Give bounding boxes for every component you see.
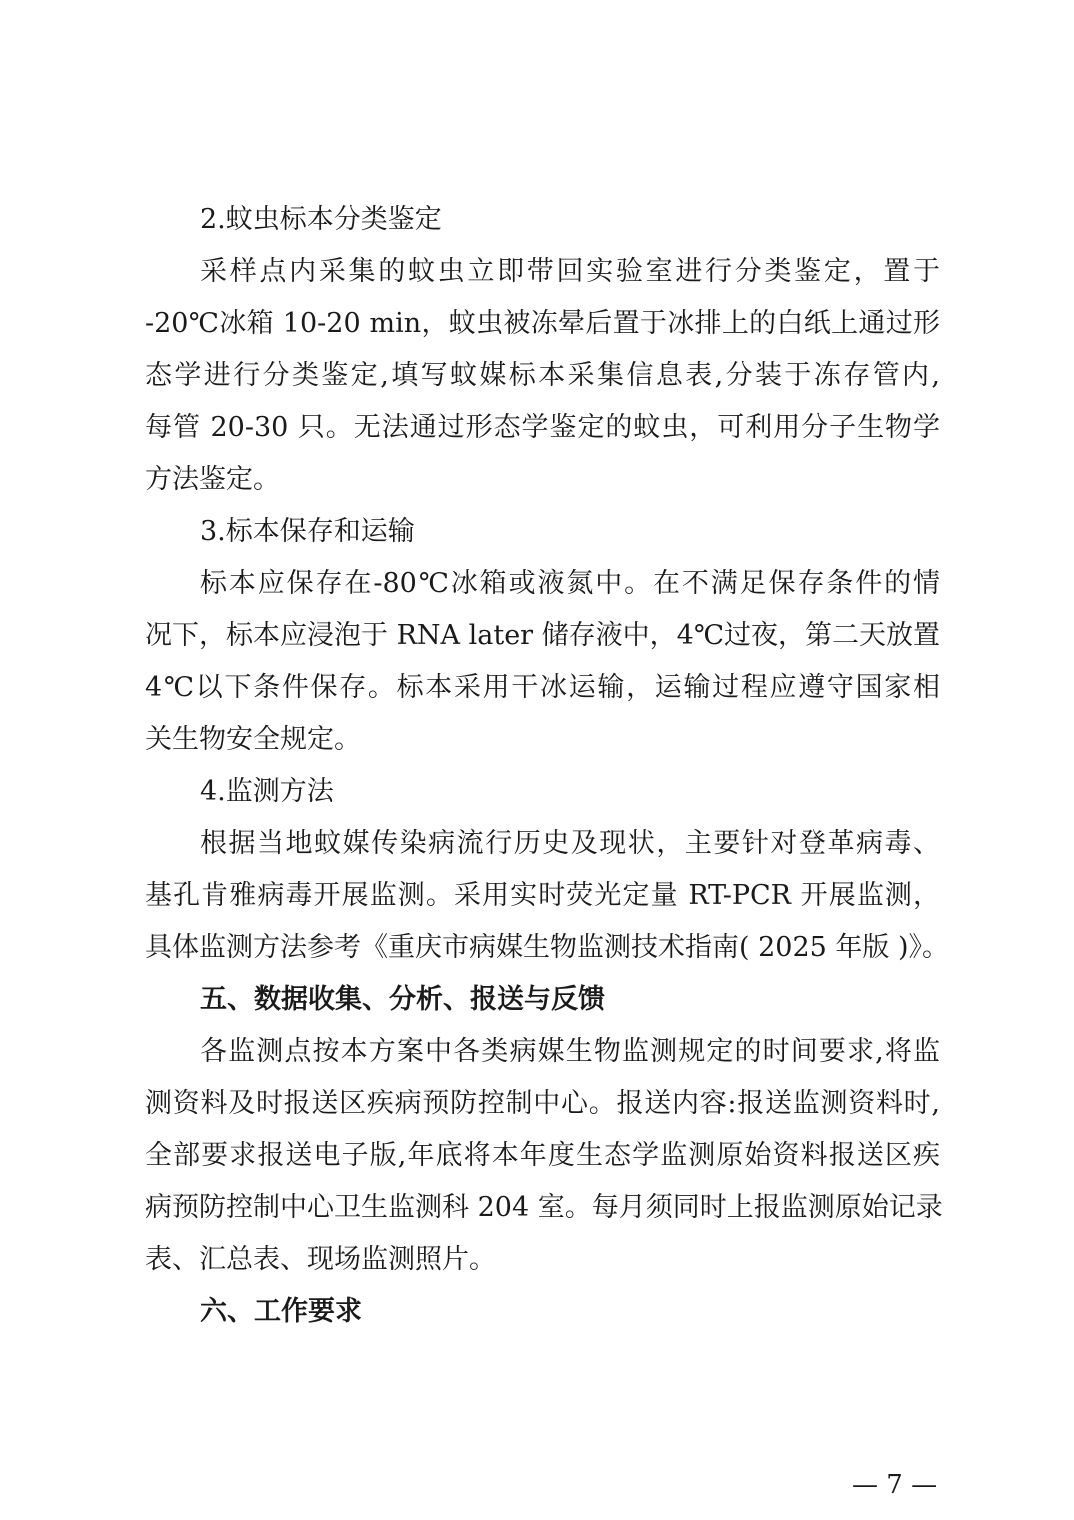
paragraph-line: 根据当地蚊媒传染病流行历史及现状，主要针对登革病毒、 <box>200 828 940 859</box>
section-heading-work-requirements: 六、工作要求 <box>200 1296 362 1327</box>
page-number: — 7 — <box>852 1470 938 1500</box>
paragraph-line: 方法鉴定。 <box>145 464 280 495</box>
paragraph-line: 各监测点按本方案中各类病媒生物监测规定的时间要求,将监 <box>200 1036 940 1067</box>
paragraph-line: 况下，标本应浸泡于 RNA later 储存液中，4℃过夜，第二天放置 <box>145 620 941 651</box>
section-heading-storage-transport: 3.标本保存和运输 <box>200 516 415 547</box>
paragraph-line: 态学进行分类鉴定,填写蚊媒标本采集信息表,分装于冻存管内, <box>145 360 940 391</box>
paragraph-line: 测资料及时报送区疾病预防控制中心。报送内容:报送监测资料时, <box>145 1088 940 1119</box>
paragraph-line: -20℃冰箱 10-20 min，蚊虫被冻晕后置于冰排上的白纸上通过形 <box>145 308 940 339</box>
paragraph-line: 表、汇总表、现场监测照片。 <box>145 1244 496 1275</box>
section-heading-data-collection: 五、数据收集、分析、报送与反馈 <box>200 984 605 1015</box>
paragraph-line: 全部要求报送电子版,年底将本年度生态学监测原始资料报送区疾 <box>145 1140 940 1171</box>
paragraph-line: 每管 20-30 只。无法通过形态学鉴定的蚊虫，可利用分子生物学 <box>145 412 940 443</box>
paragraph-line: 病预防控制中心卫生监测科 204 室。每月须同时上报监测原始记录 <box>145 1192 943 1223</box>
paragraph-line: 采样点内采集的蚊虫立即带回实验室进行分类鉴定，置于 <box>200 256 940 287</box>
paragraph-line: 具体监测方法参考《重庆市病媒生物监测技术指南( 2025 年版 )》。 <box>145 932 950 963</box>
paragraph-line: 基孔肯雅病毒开展监测。采用实时荧光定量 RT-PCR 开展监测， <box>145 880 940 911</box>
section-heading-monitoring-method: 4.监测方法 <box>200 776 334 807</box>
paragraph-line: 标本应保存在-80℃冰箱或液氮中。在不满足保存条件的情 <box>200 568 940 599</box>
paragraph-line: 关生物安全规定。 <box>145 724 361 755</box>
paragraph-line: 4℃以下条件保存。标本采用干冰运输，运输过程应遵守国家相 <box>145 672 940 703</box>
section-heading-specimen-identification: 2.蚊虫标本分类鉴定 <box>200 204 442 235</box>
